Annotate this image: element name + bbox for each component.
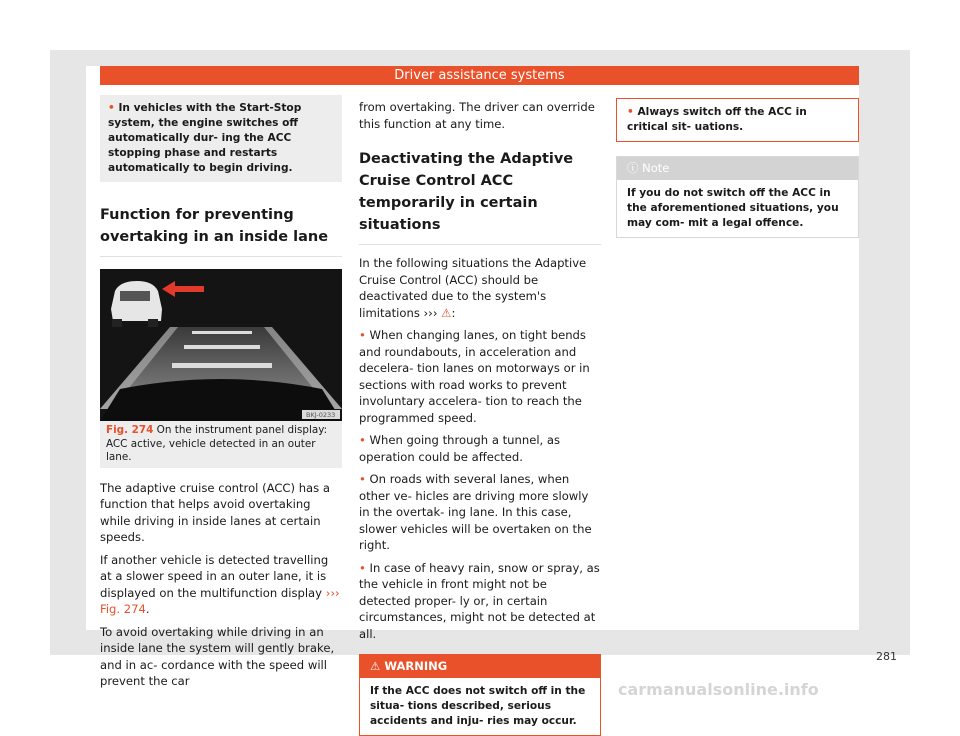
note-box [616,156,859,238]
deactivating-heading: Deactivating the Adaptive Cruise Control ACC temporarily in certain situations [359,148,601,245]
warning-text: If the ACC does not switch off in the situa- tions described, serious accidents and inju- ries may occur. [370,684,586,727]
instrument-display-image [100,269,342,421]
warning-header: ⚠ WARNING [360,655,600,678]
warning-icon: ⚠ [370,659,381,673]
watermark: carmanualsonline.info [618,680,819,699]
bullet-icon: • [359,433,366,447]
bullet-icon: • [359,560,366,575]
note-header: ⓘ Note [617,157,858,180]
warning-box [359,654,601,736]
figure-number: Fig. 274 [106,424,154,436]
paragraph-acc-function: The adaptive cruise control (ACC) has a function that helps avoid overtaking while driving in inside lanes at certain speeds. [100,480,330,544]
list-item: • On roads with several lanes, when other ve- hicles are driving more slowly in the overtak- ing lane. In this case, slower vehicles will be overtaken on the right. [359,472,592,552]
critical-bullet: • Always switch off the ACC in critical sit- uations. [627,106,807,133]
list-item: • When going through a tunnel, as operation could be affected. [359,433,561,464]
start-stop-text: In vehicles with the Start-Stop system, the engine switches off automatically dur- ing the ACC stopping phase and restarts automatically to begin driving. [108,102,302,174]
note-text: If you do not switch off the ACC in the aforementioned situations, you may com- mit a legal offence. [627,186,839,229]
display-illustration-icon [100,269,342,421]
column-1 [100,95,342,696]
paragraph-outer-lane: If another vehicle is detected travelling at a slower speed in an outer lane, it is displayed on the multifunction display ››› Fig. 274. [100,552,340,616]
section-header: Driver assistance systems [100,66,859,85]
warning-continued-box [616,98,859,142]
page-number: 281 [876,650,897,663]
start-stop-note [100,95,342,182]
figure-link[interactable]: ››› Fig. 274 [100,585,340,616]
image-code: BKJ-0233 [306,411,336,419]
list-item: • In case of heavy rain, snow or spray, as the vehicle in front might not be detected proper- ly or, in certain circumstances, might not be detected at all. [359,560,600,641]
bullet-icon: • [359,472,366,486]
list-item: • When changing lanes, on tight bends and roundabouts, in acceleration and decelera- tion lanes on motorways or in sections with road works to prevent involuntary accelera- tion to reach the programmed speed. [359,328,590,425]
column-3 [616,98,859,238]
overtaking-heading: Function for preventing overtaking in an inside lane [100,204,342,257]
figure-caption-text: On the instrument panel display: ACC active, vehicle detected in an outer lane. [106,424,328,463]
bullet-icon: • [108,102,115,114]
paragraph-situations-intro: In the following situations the Adaptive Cruise Control (ACC) should be deactivated due to the system's limitations ››› ⚠: [359,256,587,320]
paragraph-braking: To avoid overtaking while driving in an inside lane the system will gently brake, and in ac- cordance with the speed will prevent the car [100,624,335,688]
bullet-icon: • [627,106,634,118]
warning-triangle-icon[interactable]: ⚠ [441,305,452,320]
column-2 [359,99,601,736]
bullet-icon: • [359,328,366,342]
info-icon: ⓘ [627,161,639,175]
paragraph-continued: from overtaking. The driver can override this function at any time. [359,100,595,131]
figure-caption [100,421,342,468]
